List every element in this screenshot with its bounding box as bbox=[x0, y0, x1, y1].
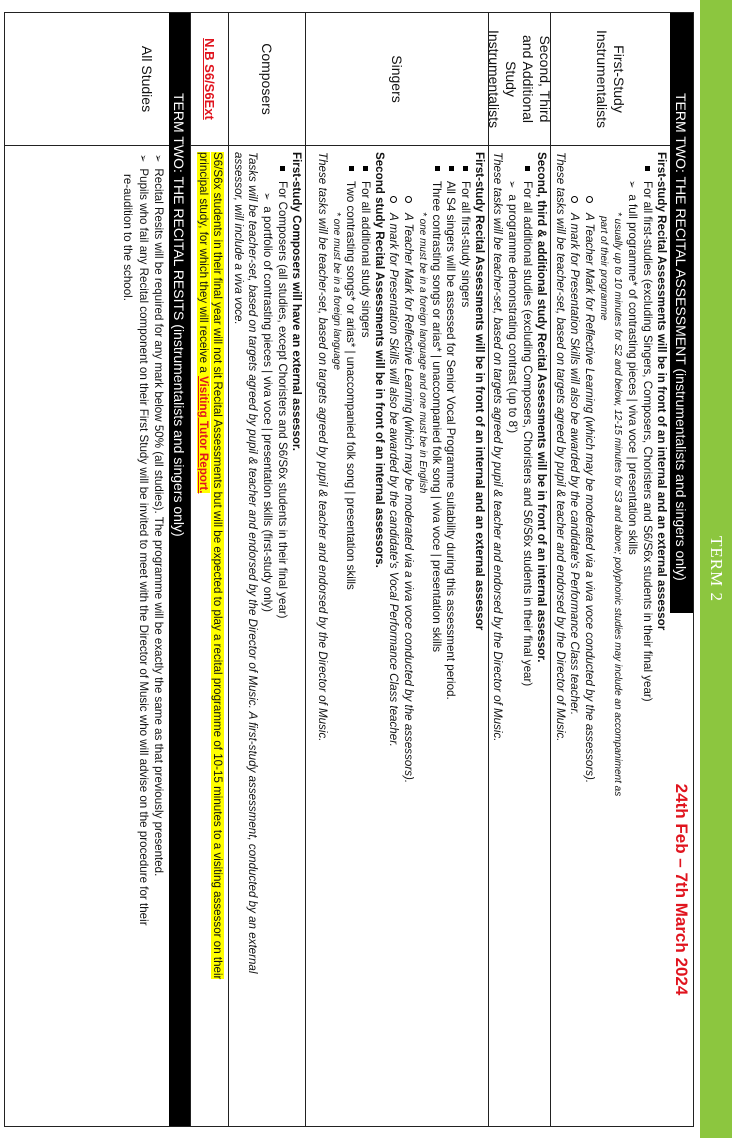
bullet-icon bbox=[435, 166, 440, 171]
resits-section-title: TERM TWO: THE RECITAL RESITS (instrumentalists and singers only) bbox=[169, 13, 190, 1126]
second-study-heading: Second, third & additional study Recital Assessments will be in front of an internal assessor. bbox=[535, 152, 548, 663]
bullet-icon bbox=[525, 166, 530, 171]
singers-bullet-4-text: For all additional study singers bbox=[358, 181, 372, 338]
nb-label: N.B S6/S6Ext bbox=[202, 38, 217, 120]
first-study-circle-1 bbox=[581, 152, 595, 1120]
first-study-circle-2-text: A mark for Presentation Skills will also be awarded by the candidate's Performance Class teacher. bbox=[568, 213, 582, 716]
circle-bullet-icon bbox=[390, 196, 397, 203]
singers-bullet-3-text: Three contrasting songs or arias* | unaccompanied folk song | viva voce | presentation skills bbox=[430, 181, 444, 653]
second-study-label-4: Instrumentalists bbox=[486, 29, 503, 129]
label-singers bbox=[305, 13, 488, 146]
second-study-label-2: and Additional bbox=[520, 35, 537, 123]
circle-bullet-icon bbox=[571, 196, 578, 203]
second-study-bullet bbox=[519, 152, 533, 1120]
first-study-label: First-Study Instrumentalists bbox=[594, 29, 628, 129]
resits-arrow-1 bbox=[150, 152, 165, 1120]
arrow-icon: ➢ bbox=[626, 180, 638, 189]
singers-circle-2-text: A mark for Presentation Skills will also be awarded by the candidate's Vocal Performance Class teacher. bbox=[387, 213, 401, 747]
first-study-bullet-text: For all first-studies (excluding Singers, Composers, Choristers and S6/S6x students in their final year) bbox=[640, 181, 654, 702]
composers-arrow bbox=[259, 152, 274, 1120]
first-study-heading: First-study Recital Assessments will be in front of an internal and an external assessor bbox=[655, 152, 668, 631]
bullet-icon bbox=[449, 166, 454, 171]
section-title: TERM TWO: THE RECITAL ASSESSMENT (instrumentalists and singers only) bbox=[670, 13, 693, 613]
label-nb bbox=[190, 13, 228, 146]
bullet-icon bbox=[349, 166, 354, 171]
singers-bullet-1-text: For all first-study singers bbox=[458, 181, 472, 308]
composers-footer-2: assessor, will include a viva voce. bbox=[231, 152, 245, 325]
singers-note-2: * one must be in a foreign language bbox=[331, 212, 343, 370]
assessment-table bbox=[4, 12, 694, 1127]
first-study-bullet bbox=[639, 152, 653, 1120]
singers-heading-1: First-study Recital Assessments will be in front of an internal and an external assessor bbox=[473, 152, 486, 631]
arrow-icon: ➢ bbox=[506, 180, 518, 189]
singers-heading-2: Second study Recital Assessments will be in front of an internal assessors. bbox=[372, 152, 386, 568]
composers-heading: First-study Composers will have an external assessor. bbox=[290, 152, 303, 451]
singers-bullet-2-text: All S4 singers will be assessed for Senior Vocal Programme suitability during this assessment period. bbox=[444, 181, 458, 700]
nb-text-2 bbox=[195, 152, 209, 1120]
singers-bullet-5 bbox=[343, 152, 357, 1120]
second-study-arrow bbox=[504, 152, 519, 1120]
label-composers bbox=[228, 13, 305, 146]
second-study-label-3: Study bbox=[503, 61, 520, 97]
second-study-arrow-text: a programme demonstrating contrast (up to 8') bbox=[506, 194, 520, 434]
singers-bullet-5-text: Two contrasting songs* or arias* | unaccompanied folk song | presentation skills bbox=[344, 181, 358, 590]
nb-text-2-highlight: principal study, for which they will receive a bbox=[196, 152, 210, 377]
arrow-icon: ➢ bbox=[136, 154, 148, 163]
composers-content bbox=[228, 146, 305, 1126]
label-first-study bbox=[550, 13, 670, 146]
singers-circle-1-text: A Teacher Mark for Reflective Learning (which may be moderated via a viva voce conducted by the assessors). bbox=[401, 213, 415, 784]
first-study-note-a: * usually up to 10 minutes for S2 and below, 12-15 minutes for S3 and above; polyphonic studies may include an accompaniment as bbox=[612, 212, 624, 797]
bullet-icon bbox=[280, 166, 285, 171]
singers-footer: These tasks will be teacher-set, based on targets agreed by pupil & teacher and endorsed by the Director of Music. bbox=[315, 152, 329, 742]
label-all-studies bbox=[5, 13, 169, 146]
first-study-arrow bbox=[624, 152, 639, 1120]
circle-bullet-icon bbox=[405, 196, 412, 203]
visiting-tutor-report-text: Visiting Tutor Report. bbox=[196, 376, 210, 494]
bullet-icon bbox=[363, 166, 368, 171]
nb-text-1 bbox=[210, 152, 224, 1120]
resits-arrow-2-text: Pupils who fail any Recital component on their First Study will be invited to meet with the Director of Music who will advise on the procedure for their bbox=[136, 168, 150, 926]
singers-circle-2 bbox=[386, 152, 400, 1120]
term-banner bbox=[700, 0, 732, 1138]
resits-arrow-2 bbox=[134, 152, 149, 1120]
first-study-circle-1-text: A Teacher Mark for Reflective Learning (which may be moderated via a viva voce conducted by the assessors). bbox=[582, 213, 596, 784]
singers-content bbox=[305, 146, 488, 1126]
second-study-label-1: Second, Third bbox=[537, 35, 554, 123]
singers-bullet-2 bbox=[443, 152, 457, 1120]
first-study-note-b: part of their programme bbox=[597, 216, 609, 321]
term-title: TERM 2 bbox=[707, 536, 726, 602]
composers-arrow-text: a portfolio of contrasting pieces | viva voce | presentation skills (first-study only) bbox=[261, 206, 275, 612]
section-header bbox=[670, 13, 693, 1126]
second-study-bullet-text: For all additional studies (excluding Composers, Choristers and S6/S6x students in their final year) bbox=[520, 181, 534, 687]
resits-arrow-1-text: Recital Resits will be required for any mark below 50% (all studies). The programme will be exactly the same as that previously presented. bbox=[152, 168, 165, 877]
composers-label: Composers bbox=[259, 43, 276, 115]
all-studies-label: All Studies bbox=[139, 45, 155, 113]
circle-bullet-icon bbox=[586, 196, 593, 203]
first-study-content bbox=[550, 146, 670, 1126]
singers-label: Singers bbox=[389, 55, 406, 103]
arrow-icon: ➢ bbox=[152, 154, 163, 163]
first-study-arrow-text: a full programme* of contrasting pieces | viva voce | presentation skills bbox=[626, 194, 640, 555]
singers-note-1: * one must be in a foreign language and one must be in English bbox=[416, 212, 428, 494]
bullet-icon bbox=[645, 166, 650, 171]
singers-bullet-4 bbox=[357, 152, 371, 1120]
singers-bullet-1 bbox=[457, 152, 471, 1120]
composers-bullet-text: For Composers (all studies, except Choristers and S6/S6x students in their final year) bbox=[275, 181, 289, 619]
bullet-icon bbox=[463, 166, 468, 171]
singers-circle-1 bbox=[400, 152, 414, 1120]
arrow-icon: ➢ bbox=[261, 192, 273, 201]
composers-footer-1: Tasks will be teacher-set, based on targets agreed by pupil & teacher and endorsed by the Director of Music. A first-study assessment, conducted by an external bbox=[246, 152, 260, 974]
nb-text-1-highlight: S6/S6x students in their final year will not sit Recital Assessments but will be expected to play a recital programme of 10-15 minutes to a visiting assessor on their bbox=[211, 152, 224, 980]
label-second-study bbox=[486, 13, 554, 146]
composers-bullet bbox=[274, 152, 288, 1120]
second-study-footer: These tasks will be teacher-set, based on targets agreed by pupil & teacher and endorsed by the Director of Music. bbox=[491, 152, 505, 742]
singers-bullet-3 bbox=[429, 152, 443, 1120]
resits-arrow-2-cont: re-audition to the school. bbox=[121, 174, 135, 301]
first-study-circle-2 bbox=[567, 152, 581, 1120]
nb-content bbox=[190, 146, 228, 1126]
resits-content bbox=[5, 146, 169, 1126]
date-range: 24th Feb – 7th March 2024 bbox=[672, 783, 692, 996]
second-study-content bbox=[488, 146, 550, 1126]
first-study-footer: These tasks will be teacher-set, based on targets agreed by pupil & teacher and endorsed by the Director of Music. bbox=[553, 152, 567, 742]
